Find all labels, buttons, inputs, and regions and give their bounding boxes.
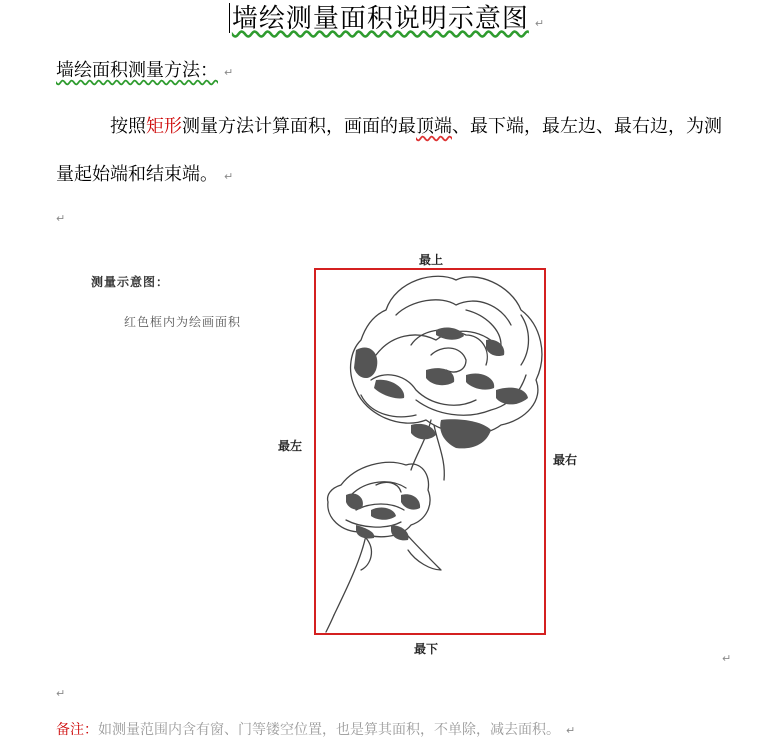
text-cursor — [229, 3, 230, 33]
label-right: 最右 — [553, 453, 578, 467]
measurement-frame — [314, 268, 546, 635]
para-part1: 按照 — [110, 116, 146, 137]
empty-paragraph-mark: ↵ — [56, 687, 66, 700]
footnote — [56, 719, 575, 739]
note-prefix: 备注： — [56, 722, 98, 738]
return-mark: ↵ — [224, 170, 234, 183]
return-mark: ↵ — [224, 66, 234, 79]
para-part3: 、最下端，最左边、最右边，为测量起始端和结束端。 — [56, 116, 722, 185]
empty-paragraph-mark: ↵ — [722, 652, 732, 665]
title-text: 墙绘测量面积说明示意图 — [231, 4, 529, 34]
return-mark: ↵ — [566, 724, 576, 737]
label-top: 最上 — [419, 253, 444, 267]
label-left: 最左 — [278, 439, 303, 453]
document-title — [0, 2, 774, 41]
section-heading — [56, 58, 233, 86]
note-text: 如测量范围内含有窗、门等镂空位置，也是算其面积，不单除，减去面积。 — [98, 722, 560, 738]
diagram-subcaption: 红色框内为绘画面积 — [124, 315, 242, 329]
body-paragraph — [56, 103, 736, 201]
diagram-caption: 测量示意图： — [91, 275, 170, 289]
para-highlight: 矩形 — [146, 116, 182, 137]
empty-paragraph-mark: ↵ — [56, 212, 66, 225]
label-bottom: 最下 — [414, 642, 439, 656]
para-part2: 测量方法计算面积，画面的最 — [182, 116, 416, 137]
para-underlined: 顶端 — [416, 116, 452, 137]
heading-text: 墙绘面积测量方法： — [56, 60, 218, 81]
return-mark: ↵ — [534, 17, 546, 30]
